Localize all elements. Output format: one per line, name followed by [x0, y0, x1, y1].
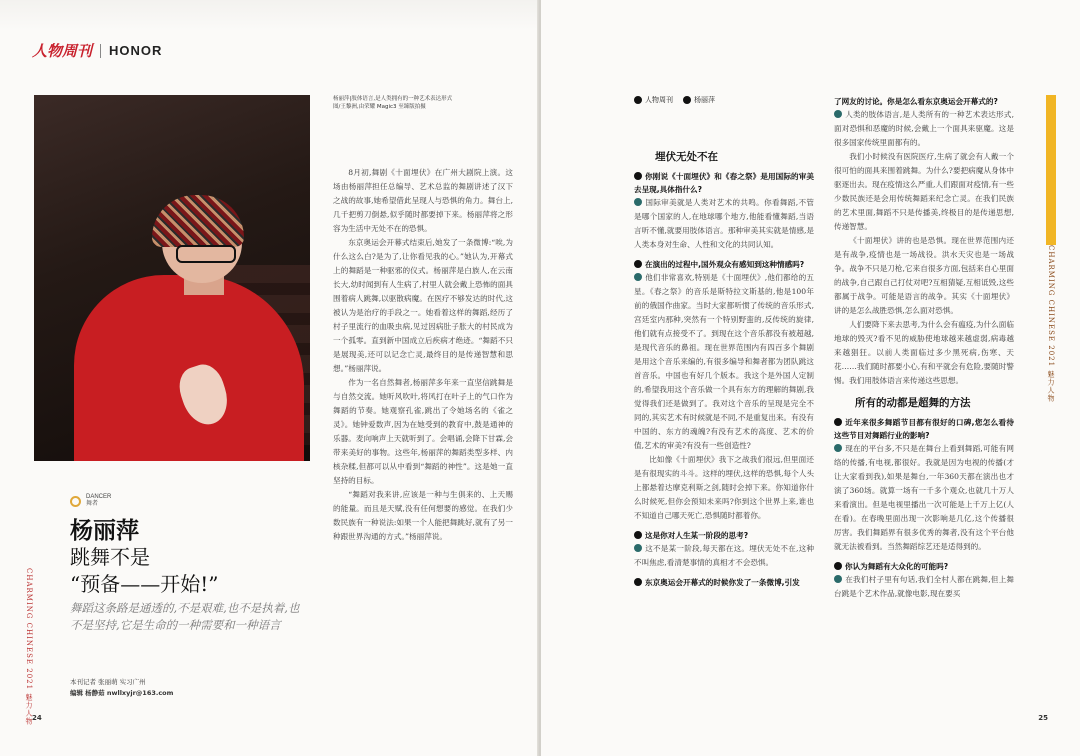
answer-continued: 比如像《十面埋伏》我下之战我们很远,但里面还是有很现实的斗斗。这样的埋伏,这样的恐惧,每个人头上都悬着达摩克利斯之剑,随时会掉下来。你知道你什么时候死,但你会预知未来吗?你到这个世界上来,谁也不知道自己哪天死亡,恐惧随时都着你。 — [634, 455, 814, 520]
answer-icon — [634, 544, 642, 552]
q-mark-icon — [683, 96, 691, 104]
masthead-divider — [100, 44, 101, 58]
question-continued — [834, 95, 1014, 108]
answer-icon — [634, 198, 642, 206]
paragraph: 我们小时候没有医院医疗,生病了就会有人戴一个很可怕的面具来围着跳舞。为什么?要把病魔从身体中驱逐出去。现在疫情这么严重,人们跟面对疫情,有一些少数民族还是会用传统舞蹈来纪念亡灵。在我们民族的艺术里面,舞蹈不只是传播美,终极目的是传递思想,传递智慧。 — [834, 152, 1014, 231]
section-heading: 埋伏无处不在 — [655, 151, 718, 163]
answer-text: 他们非常喜欢,特别是《十面埋伏》,他们都给的五星。《春之祭》的音乐是斯特拉文斯基的,他是100年前的俄国作曲家。当时大家都听惯了传统的音乐形式,宫廷室内那种,突然有一个特别野蛮的,反传统的旋律,他们就有点接受不了。到现在这个音乐都没有被超越,是现代音乐的鼻祖。现在世界范围内有四百多个舞剧是用这个音乐来编的,有很多编导和舞者都为团队跳这首音乐。中国也有好几个版本。我这个是外国人定制的,希望我用这个音乐做一个具有东方的理解的舞剧,我觉得我们还是做到了。我对这个音乐的呈现是完全不同的,其实艺术有时候就是不同,不是重复出来。有没有中国的、东方的魂魄?有没有艺术的高度、艺术的价值,艺术的审美?有没有一些创造性? — [634, 273, 814, 450]
question-icon — [834, 418, 842, 426]
editor-name: 杨静茹 nwllxyjr@163.com — [85, 689, 174, 697]
lead-quote: 舞蹈这条路是通透的,不是艰难,也不是执着,也不是坚持,它是生命的一种需要和一种语言 — [70, 601, 300, 632]
question — [834, 416, 1014, 442]
page-number-left: 24 — [32, 714, 42, 722]
question-text: 这是你对人生某一阶段的思考? — [645, 531, 749, 540]
reporter-line: 本刊记者 张丽萌 实习广州 — [70, 678, 146, 686]
left-page — [0, 0, 539, 756]
editor-line — [70, 688, 173, 699]
subject-name: 杨丽萍 — [70, 517, 139, 544]
paragraph: 8月初,舞剧《十面埋伏》在广州大剧院上演。这场由杨丽萍担任总编导、艺术总监的舞剧讲述了汉下之战的故事,她希望借此呈现人与恐惧的角力。舞台上,几千把剪刀倒悬,似乎随时都要掉下来。杨丽萍将之形容为生活中无处不在的恐惧。 — [333, 168, 513, 233]
question-text: 近年来很多舞蹈节目都有很好的口碑,您怎么看待这些节目对舞蹈行业的影响? — [834, 418, 1014, 440]
answer — [634, 271, 814, 453]
right-column-2 — [834, 95, 1014, 601]
answer — [634, 542, 814, 570]
photo-caption: 杨丽萍|肢体语言,是人类拥有的一种艺术表达形式 图/王黎洲,由荣耀 Magic3 至臻版拍摄 — [333, 96, 453, 110]
answer — [834, 108, 1014, 150]
answer-text: 在我们村子里有句话,我们全村人都在跳舞,但上舞台跳是个艺术作品,就像电影,现在要买 — [834, 575, 1014, 598]
section-label: HONOR — [109, 43, 163, 58]
vertical-series-label: CHARMING CHINESE 2021 魅力人物 — [25, 568, 33, 726]
editor-label: 编辑 — [70, 689, 83, 697]
question-icon — [634, 578, 642, 586]
paragraph: 《十面埋伏》讲的也是恐惧。现在世界范围内还是有战争,疫情也是一场战役。洪水天灾也是一场战争。战争不只是刀枪,它来自很多方面,包括来自心里面的战争,自己跟自己打仗对吧?互相猜疑,互相诋毁,这些都属于战争。可能是语言的战争。其实《十面埋伏》讲的是怎么战胜恐惧,怎么面对恐惧。 — [834, 236, 1014, 315]
question — [634, 170, 814, 196]
interview-byline — [634, 95, 715, 105]
question-icon — [834, 562, 842, 570]
paragraph: 作为一名自然舞者,杨丽萍多年来一直坚信跳舞是与自然交流。她听风吹叶,将风打在叶子上的气口作为舞蹈的节奏。她观察孔雀,跳出了令她场名的《雀之灵》。她钟爱数声,因为在她受到的教育中,鼓是通神的乐器。麦向响声上天就听到了。会唱诵,会降下甘霖,会带来美好的事物。这些年,杨丽萍的舞蹈类型多样、内核杂糅,但都可以从中看到“舞蹈的神性”。这是她一直坚持的目标。 — [333, 378, 513, 485]
answer-icon — [834, 575, 842, 583]
paragraph: “舞蹈对我来讲,应该是一种与生俱来的、上天赐的能量。而且是天赋,没有任何想要的感觉。在我们少数民族有一种说法:如果一个人能把舞跳好,就有了另一种跟世界沟通的方式。”杨丽萍说。 — [333, 490, 513, 541]
glasses — [176, 245, 236, 263]
category-tag — [70, 494, 111, 508]
answer-icon — [634, 273, 642, 281]
question-icon — [634, 260, 642, 268]
answer-text: 这不是某一阶段,每天都在这。埋伏无处不在,这种不叫焦虑,看清楚事情的真相才不会恐惧。 — [634, 544, 814, 567]
question-text: 你认为舞蹈有大众化的可能吗? — [845, 562, 949, 571]
question — [634, 258, 814, 271]
question — [834, 560, 1014, 573]
question-text: 了网友的讨论。你是怎么看东京奥运会开幕式的? — [834, 97, 998, 106]
embroidered-hat — [152, 195, 244, 247]
left-body-column — [333, 166, 513, 544]
tag-cn: 舞者 — [86, 501, 99, 507]
vertical-series-label-right: CHARMING CHINESE 2021 魅力人物 — [1047, 245, 1055, 403]
portrait-photo — [34, 95, 310, 461]
answer — [634, 196, 814, 252]
paragraph: 人们要降下来去思考,为什么会有瘟疫,为什么面临地球的毁灭?看不见的威胁使地球越来越虚弱,病毒越来越猖狂。以前人类面临过多少黑死病,伤寒、天花……我们随时都要小心,有和平就会有危险,要随时警惕。我们用肢体语言来传递这些思想。 — [834, 320, 1014, 385]
article-headline: 跳舞不是 “预备——开始!” — [70, 545, 219, 596]
answer — [834, 442, 1014, 554]
byline-a-label: 人物周刊 — [645, 97, 673, 104]
answer-icon — [834, 110, 842, 118]
question-text: 东京奥运会开幕式的时候你发了一条微博,引发 — [645, 578, 800, 587]
right-column-1 — [634, 150, 814, 589]
right-page — [541, 0, 1080, 756]
answer-text: 现在的平台多,不只是在舞台上看到舞蹈,可能有网络的传播,有电视,都很好。我就是因为电视的传播(才让大家看到我),如果是舞台,一年360天都在演出也才演了360场。就算一场有一千多个观众,也就几十万人来看演出。但是电视里播出一次可能是上千万上亿(人在看)。在春晚里面出现一次影响是几亿,这个传播很厉害。我们舞蹈界有很多优秀的舞者,没有这个平台他就无法被看到。当然舞蹈综艺还是适得到的。 — [834, 444, 1014, 551]
tag-circle-icon — [70, 496, 81, 507]
question — [634, 529, 814, 542]
masthead — [32, 40, 162, 61]
page-number-right: 25 — [1038, 714, 1048, 722]
byline-b-label: 杨丽萍 — [694, 97, 715, 104]
answer — [834, 573, 1014, 601]
tag-en: DANCER — [86, 494, 112, 500]
page-top-shade — [0, 0, 539, 30]
edge-color-tab — [1046, 95, 1056, 245]
answer-text: 国际审美就是人类对艺术的共鸣。你看舞蹈,不管是哪个国家的人,在地球哪个地方,他能看懂舞蹈,当语言听不懂,就要用肢体语言。那种审美其实就是情感,是人类本身对生命、人性和文化的共同认知。 — [634, 198, 814, 249]
answer-icon — [834, 444, 842, 452]
section-heading: 所有的动都是超舞的方法 — [855, 397, 971, 409]
question-text: 在演出的过程中,国外观众有感知到这种情感吗? — [645, 260, 805, 269]
magazine-logo: 人物周刊 — [32, 42, 93, 60]
question — [634, 576, 814, 589]
question-icon — [634, 531, 642, 539]
byline-a — [634, 95, 673, 105]
question-text: 你刚说《十面埋伏》和《春之祭》是用国际的审美去呈现,具体指什么? — [634, 172, 814, 194]
a-mark-icon — [634, 96, 642, 104]
byline-b — [683, 95, 715, 105]
paragraph: 东京奥运会开幕式结束后,她发了一条微博:“唉,为什么这么白?是为了,让你看见我的心。”她认为,开幕式上的舞蹈是一种驱邪的仪式。杨丽萍是白族人,在云南长大,幼时闻到有人生病了,村里人就会戴上恐怖的面具围着病人跳舞,以驱散病魔。在医疗不够发达的时代,这被认为是治疗的手段之一。她看着这样的舞蹈,经历了村子里流行的血吸虫病,见过因病肚子胀大的村民成为一个孤零。直到新中国成立后疾病才绝迹。“舞蹈不只是展现美,还可以记念亡灵,最终目的是传递智慧和思想。”杨丽萍说。 — [333, 238, 513, 373]
question-icon — [634, 172, 642, 180]
answer-text: 人类的肢体语言,是人类所有的一种艺术表达形式,面对恐惧和恶魔的时候,会戴上一个面具来驱魔。这是很多国家传统里面都有的。 — [834, 110, 1014, 147]
credits — [70, 677, 173, 699]
tag-text — [86, 494, 111, 508]
